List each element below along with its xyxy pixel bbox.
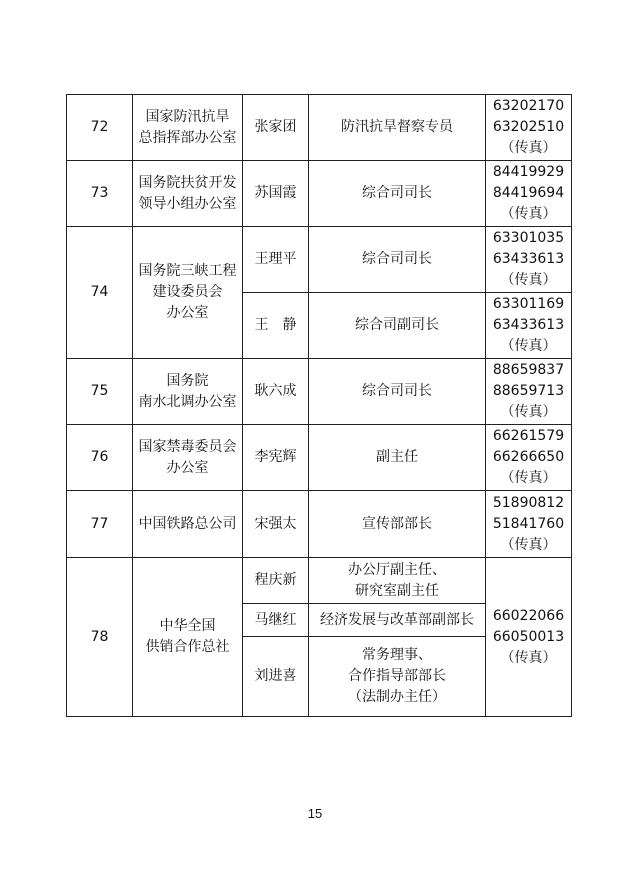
phone-line: 51890812 bbox=[492, 494, 565, 511]
phone-line: 63301169 bbox=[492, 296, 565, 312]
phone-line: 66022066 bbox=[492, 607, 565, 624]
row-number: 74 bbox=[67, 227, 133, 359]
position-line: （法制办主任） bbox=[348, 689, 446, 705]
phone-cell bbox=[486, 425, 572, 491]
table-row bbox=[67, 95, 572, 161]
table-row bbox=[67, 161, 572, 227]
position-line: 综合司司长 bbox=[362, 251, 432, 267]
position-cell bbox=[309, 161, 486, 227]
person-name: 王理平 bbox=[243, 227, 309, 293]
position-line: 综合司副司长 bbox=[355, 317, 439, 333]
organization-line: 国家防汛抗旱 bbox=[145, 108, 230, 125]
position-line: 综合司司长 bbox=[362, 185, 432, 201]
table-row bbox=[67, 359, 572, 425]
table-row bbox=[67, 227, 572, 293]
person-name: 李宪辉 bbox=[243, 425, 309, 491]
position-cell bbox=[309, 491, 486, 558]
phone-line: 84419694 bbox=[492, 185, 565, 201]
organization-line: 办公室 bbox=[166, 459, 209, 476]
organization-cell bbox=[133, 227, 243, 359]
position-cell bbox=[309, 604, 486, 637]
row-number: 73 bbox=[67, 161, 133, 227]
phone-line: 66261579 bbox=[492, 428, 565, 444]
page-number: 15 bbox=[307, 806, 323, 821]
position-cell bbox=[309, 227, 486, 293]
row-number: 76 bbox=[67, 425, 133, 491]
phone-cell bbox=[486, 227, 572, 293]
phone-line: 66266650 bbox=[492, 449, 565, 465]
organization-line: 总指挥部办公室 bbox=[138, 129, 237, 146]
person-name: 耿六成 bbox=[243, 359, 309, 425]
phone-cell bbox=[486, 558, 572, 717]
row-number: 77 bbox=[67, 491, 133, 558]
person-name: 程庆新 bbox=[243, 558, 309, 604]
organization-line: 国务院三峡工程 bbox=[138, 263, 237, 279]
position-line: 防汛抗旱督察专员 bbox=[341, 119, 453, 135]
position-cell bbox=[309, 95, 486, 161]
phone-line: 88659837 bbox=[492, 362, 565, 378]
organization-cell bbox=[133, 95, 243, 161]
person-name: 王 静 bbox=[243, 293, 309, 359]
fax-label: （传真） bbox=[500, 338, 557, 354]
position-line: 宣传部部长 bbox=[362, 515, 432, 532]
organization-cell bbox=[133, 558, 243, 717]
row-number: 75 bbox=[67, 359, 133, 425]
fax-label: （传真） bbox=[500, 272, 557, 288]
person-name: 张家团 bbox=[243, 95, 309, 161]
fax-label: （传真） bbox=[500, 140, 557, 156]
row-number: 72 bbox=[67, 95, 133, 161]
organization-line: 办公室 bbox=[166, 305, 209, 321]
organization-line: 供销合作总社 bbox=[145, 639, 230, 655]
phone-line: 63301035 bbox=[492, 230, 565, 246]
table-row bbox=[67, 558, 572, 604]
fax-label: （传真） bbox=[500, 649, 557, 666]
person-name: 马继红 bbox=[243, 604, 309, 637]
organization-line: 建设委员会 bbox=[152, 284, 223, 300]
position-cell bbox=[309, 425, 486, 491]
phone-line: 51841760 bbox=[492, 515, 565, 532]
position-line: 研究室副主任 bbox=[355, 582, 439, 599]
organization-line: 国家禁毒委员会 bbox=[138, 438, 237, 455]
organization-line: 中华全国 bbox=[159, 618, 216, 634]
organization-line: 中国铁路总公司 bbox=[138, 515, 237, 532]
fax-label: （传真） bbox=[500, 404, 557, 420]
table-row bbox=[67, 491, 572, 558]
phone-cell bbox=[486, 359, 572, 425]
row-number: 78 bbox=[67, 558, 133, 717]
position-cell bbox=[309, 637, 486, 717]
phone-line: 63433613 bbox=[492, 251, 565, 267]
position-line: 办公厅副主任、 bbox=[348, 561, 446, 578]
position-line: 合作指导部部长 bbox=[348, 668, 446, 684]
organization-cell bbox=[133, 425, 243, 491]
phone-line: 63202510 bbox=[492, 119, 565, 135]
phone-cell bbox=[486, 491, 572, 558]
position-cell bbox=[309, 293, 486, 359]
organization-cell bbox=[133, 161, 243, 227]
position-cell bbox=[309, 558, 486, 604]
position-line: 综合司司长 bbox=[362, 383, 432, 399]
phone-line: 84419929 bbox=[492, 164, 565, 180]
position-line: 常务理事、 bbox=[362, 647, 432, 663]
table-row bbox=[67, 425, 572, 491]
organization-line: 领导小组办公室 bbox=[138, 195, 237, 212]
contact-table bbox=[66, 94, 572, 717]
phone-line: 88659713 bbox=[492, 383, 565, 399]
person-name: 苏国霞 bbox=[243, 161, 309, 227]
position-cell bbox=[309, 359, 486, 425]
phone-line: 63202170 bbox=[492, 98, 565, 114]
fax-label: （传真） bbox=[500, 470, 557, 486]
organization-cell bbox=[133, 359, 243, 425]
organization-line: 国务院 bbox=[166, 372, 209, 389]
phone-cell bbox=[486, 95, 572, 161]
organization-line: 南水北调办公室 bbox=[138, 393, 237, 410]
phone-cell bbox=[486, 161, 572, 227]
person-name: 刘进喜 bbox=[243, 637, 309, 717]
position-line: 经济发展与改革部副部长 bbox=[320, 611, 474, 628]
fax-label: （传真） bbox=[500, 206, 557, 222]
phone-line: 66050013 bbox=[492, 628, 565, 645]
organization-line: 国务院扶贫开发 bbox=[138, 174, 237, 191]
person-name: 宋强太 bbox=[243, 491, 309, 558]
position-line: 副主任 bbox=[376, 449, 418, 465]
fax-label: （传真） bbox=[500, 536, 557, 553]
phone-cell bbox=[486, 293, 572, 359]
organization-cell bbox=[133, 491, 243, 558]
phone-line: 63433613 bbox=[492, 317, 565, 333]
